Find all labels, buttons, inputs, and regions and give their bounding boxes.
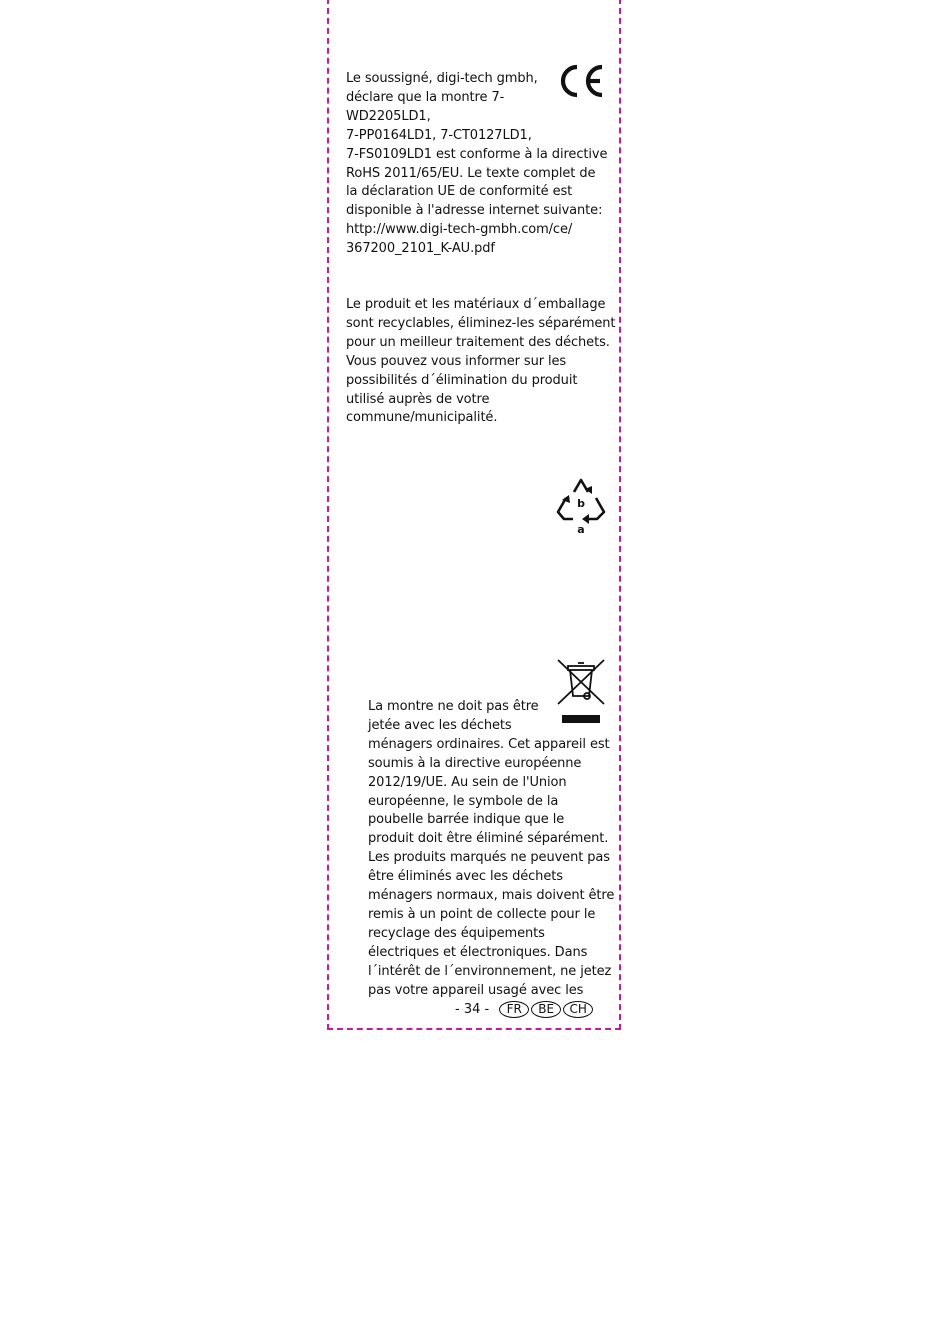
weee-line: produit doit être éliminé séparément. <box>368 831 609 847</box>
declaration-line: RoHS 2011/65/EU. Le texte complet de <box>346 165 596 181</box>
country-badge-fr: FR <box>499 1001 529 1018</box>
recycling-line: utilisé auprès de votre <box>346 391 490 407</box>
weee-line: jetée avec les déchets <box>368 717 512 733</box>
weee-line: être éliminés avec les déchets <box>368 869 563 885</box>
declaration-line: la déclaration UE de conformité est <box>346 184 573 200</box>
weee-line: soumis à la directive européenne <box>368 755 582 771</box>
weee-line: 2012/19/UE. Au sein de l'Union <box>368 774 567 790</box>
declaration-url-line: http://www.digi-tech-gmbh.com/ce/ <box>346 222 573 238</box>
recycling-line: sont recyclables, éliminez-les séparément <box>346 315 616 331</box>
weee-line: électriques et électroniques. Dans <box>368 944 588 960</box>
page-number: - 34 - <box>455 1001 490 1017</box>
declaration-line: 7-PP0164LD1, 7-CT0127LD1, <box>346 127 532 143</box>
weee-line: pas votre appareil usagé avec les <box>368 982 584 998</box>
declaration-line: Le soussigné, digi-tech gmbh, <box>346 71 538 86</box>
recycling-material-letter: a <box>577 523 585 536</box>
declaration-line: 7-FS0109LD1 est conforme à la directive <box>346 146 608 162</box>
declaration-url-line: 367200_2101_K-AU.pdf <box>346 241 495 257</box>
recycling-line: pour un meilleur traitement des déchets. <box>346 334 610 350</box>
declaration-line: déclare que la montre 7- <box>346 89 505 105</box>
declaration-line: disponible à l'adresse internet suivante: <box>346 203 603 219</box>
ce-mark-icon <box>556 62 606 100</box>
recycling-paragraph <box>346 296 616 428</box>
recycling-line: Le produit et les matériaux d´emballage <box>346 297 606 312</box>
weee-line: remis à un point de collecte pour le <box>368 906 596 922</box>
page-footer <box>455 999 605 1019</box>
recycling-symbol-icon <box>554 476 608 538</box>
country-badge-ch: CH <box>563 1001 593 1018</box>
recycling-line: possibilités d´élimination du produit <box>346 372 578 388</box>
weee-paragraph <box>368 698 615 1001</box>
weee-line: poubelle barrée indique que le <box>368 812 565 828</box>
weee-line: ménagers normaux, mais doivent être <box>368 888 615 904</box>
weee-line: ménagers ordinaires. Cet appareil est <box>368 736 610 752</box>
weee-line: Les produits marqués ne peuvent pas <box>368 850 610 866</box>
weee-line: La montre ne doit pas être <box>368 699 539 714</box>
weee-line: l´intérêt de l´environnement, ne jetez <box>368 963 612 979</box>
declaration-line: WD2205LD1, <box>346 108 431 124</box>
country-badge-be: BE <box>531 1001 561 1018</box>
recycling-code-letter: b <box>577 497 585 510</box>
weee-line: européenne, le symbole de la <box>368 793 559 809</box>
recycling-line: commune/municipalité. <box>346 410 498 426</box>
weee-line: recyclage des équipements <box>368 925 545 941</box>
recycling-line: Vous pouvez vous informer sur les <box>346 353 567 369</box>
